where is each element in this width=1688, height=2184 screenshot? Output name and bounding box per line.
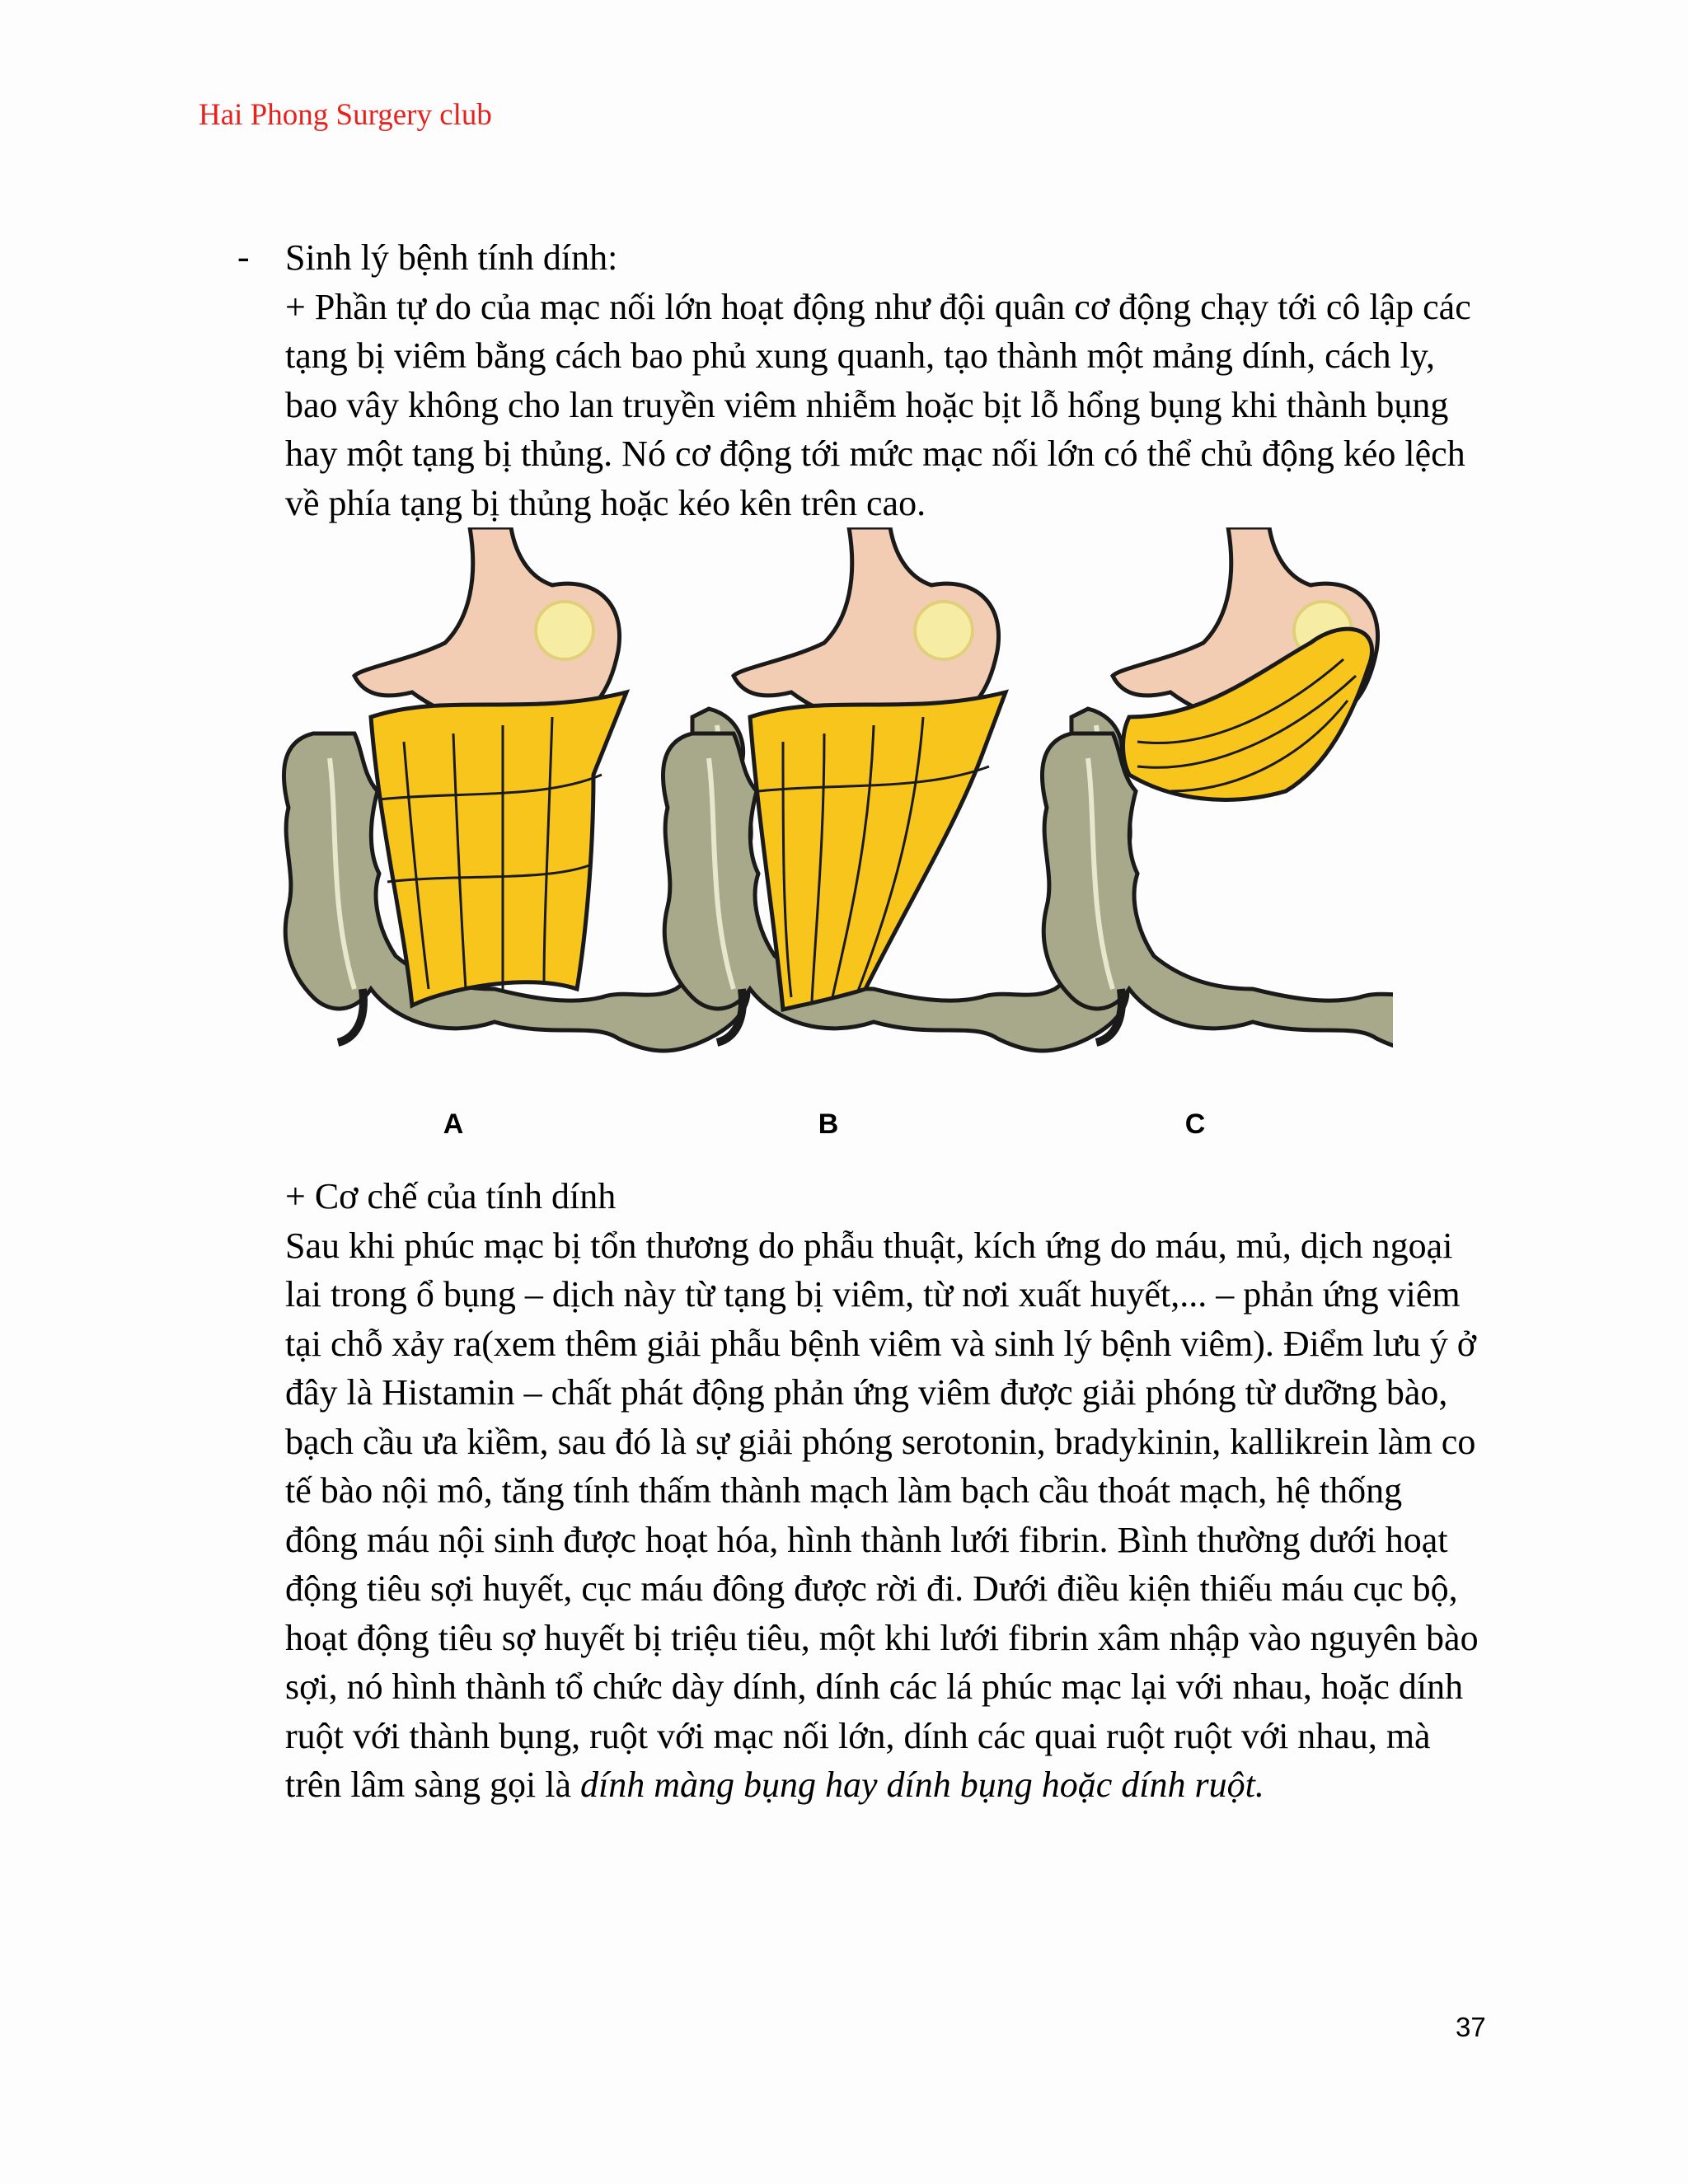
figure-label-a: A — [443, 1108, 464, 1140]
paragraph-text: Sau khi phúc mạc bị tổn thương do phẫu thuật, kích ứng do máu, mủ, dịch ngoại lai trong ổ bụng – dịch này từ tạng bị viêm, từ nơi xuất huyết,... – phản ứng viêm tại chỗ xảy ra(xem thêm giải phẫu bệnh viêm và sinh lý bệnh viêm). Điểm lưu ý ở đây là Histamin – chất phát động phản ứng viêm được giải phóng từ dưỡng bào, bạch cầu ưa kiềm, sau đó là sự giải phóng serotonin, bradykinin, kallikrein làm co tế bào nội mô, tăng tính thấm thành mạch làm bạch cầu thoát mạch, hệ thống đông máu nội sinh được hoạt hóa, hình thành lưới fibrin. Bình thường dưới hoạt động tiêu sợi huyết, cục máu đông được rời đi. Dưới điều kiện thiếu máu cục bộ, hoạt động tiêu sợ huyết bị triệu tiêu, một khi lưới fibrin xâm nhập vào nguyên bào sợi, nó hình thành tổ chức dày dính, dính các lá phúc mạc lại với nhau, hoặc dính ruột với thành bụng, ruột với mạc nối lớn, dính các quai ruột ruột với nhau, mà trên lâm sàng gọi là — [285, 1225, 1479, 1805]
section-heading: + Cơ chế của tính dính — [285, 1176, 617, 1216]
figure-label-c: C — [1184, 1108, 1206, 1140]
omentum-diagram-svg — [280, 527, 1393, 1104]
figure-label-b: B — [818, 1108, 839, 1140]
diagram-c — [1042, 527, 1393, 1051]
paragraph-omentum: + Phần tự do của mạc nối lớn hoạt động như đội quân cơ động chạy tới cô lập các tạng bị viêm bằng cách bao phủ xung quanh, tạo thành một mảng dính, cách ly, bao vây không cho lan truyền viêm nhiễm hoặc bịt lỗ hổng bụng khi thành bụng hay một tạng bị thủng. Nó cơ động tới mức mạc nối lớn có thể chủ động kéo lệch về phía tạng bị thủng hoặc kéo kên trên cao. — [285, 286, 1471, 523]
page-number: 37 — [1456, 2012, 1486, 2042]
document-header: Hai Phong Surgery club — [199, 98, 492, 132]
paragraph-italic: dính màng bụng hay dính bụng hoặc dính ruột. — [580, 1765, 1264, 1805]
paragraph-mechanism — [285, 1221, 1480, 1810]
section-heading: Sinh lý bệnh tính dính: — [285, 237, 618, 278]
omentum-illustration — [280, 527, 1393, 1140]
section-mechanism — [285, 1172, 1480, 1810]
section-pathophysiology — [285, 233, 1480, 527]
bullet-dash: - — [237, 237, 250, 277]
